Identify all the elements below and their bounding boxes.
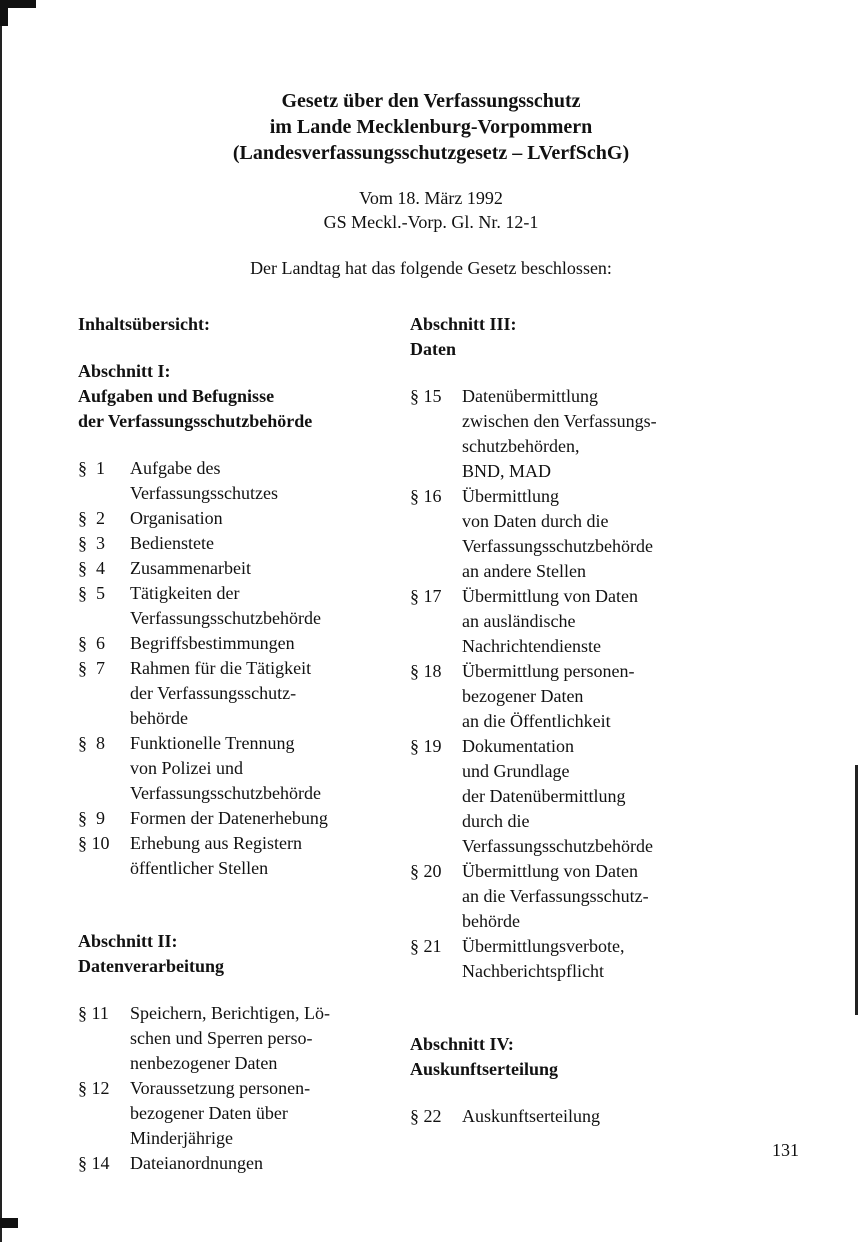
toc-entry <box>410 659 710 734</box>
toc-entry <box>410 1104 710 1129</box>
section-heading <box>78 359 390 434</box>
toc-entry-list <box>78 1001 390 1176</box>
scan-mark-bottom <box>0 1218 18 1228</box>
section-number: Abschnitt II: <box>78 931 178 951</box>
toc-entry <box>78 556 390 581</box>
section-title: Datenverarbeitung <box>78 956 224 976</box>
paragraph-title: Datenübermittlung zwischen den Verfassungs- schutzbehörden, BND, MAD <box>462 386 657 481</box>
toc-heading: Inhaltsübersicht: <box>78 314 211 334</box>
toc-entry <box>78 731 390 806</box>
paragraph-title: Rahmen für die Tätigkeit der Verfassungsschutz- behörde <box>130 658 312 728</box>
section-number: Abschnitt I: <box>78 361 171 381</box>
toc-entry-list <box>410 384 710 984</box>
scan-corner-mark <box>0 0 36 8</box>
paragraph-number: § 15 <box>410 386 442 406</box>
paragraph-number: § 21 <box>410 936 442 956</box>
toc-entry <box>410 734 710 859</box>
section-title: Aufgaben und Befugnisse <box>78 386 275 406</box>
law-title-line-2: im Lande Mecklenburg-Vorpommern <box>269 116 593 138</box>
paragraph-number: § 16 <box>410 486 442 506</box>
paragraph-number: § 10 <box>78 833 110 853</box>
toc-entry-list <box>410 1104 710 1129</box>
paragraph-number: § 17 <box>410 586 442 606</box>
paragraph-title: Organisation <box>130 508 223 528</box>
section-number: Abschnitt III: <box>410 314 517 334</box>
toc-entry <box>78 531 390 556</box>
toc-entry <box>78 581 390 631</box>
toc-right-column <box>410 312 710 1129</box>
paragraph-title: Übermittlung personen- bezogener Daten an die Öffentlichkeit <box>462 661 635 731</box>
toc-entry <box>78 1076 390 1151</box>
law-date: Vom 18. März 1992 <box>359 188 503 208</box>
toc-entry <box>410 584 710 659</box>
page-number: 131 <box>772 1140 799 1160</box>
paragraph-title: Formen der Datenerhebung <box>130 808 328 828</box>
paragraph-number: § 4 <box>78 558 105 578</box>
paragraph-title: Auskunftserteilung <box>462 1106 600 1126</box>
paragraph-title: Dateianordnungen <box>130 1153 263 1173</box>
paragraph-number: § 9 <box>78 808 105 828</box>
toc-entry <box>78 831 390 881</box>
section-title: Daten <box>410 339 456 359</box>
paragraph-title: Begriffsbestimmungen <box>130 633 295 653</box>
toc-entry <box>78 456 390 506</box>
law-title-line-1: Gesetz über den Verfassungsschutz <box>281 90 581 112</box>
toc-entry <box>410 384 710 484</box>
paragraph-number: § 11 <box>78 1003 109 1023</box>
section-title-cont: der Verfassungsschutzbehörde <box>78 411 313 431</box>
paragraph-title: Übermittlung von Daten an ausländische Nachrichtendienste <box>462 586 638 656</box>
paragraph-number: § 12 <box>78 1078 110 1098</box>
paragraph-number: § 19 <box>410 736 442 756</box>
section-3 <box>410 312 710 984</box>
paragraph-title: Tätigkeiten der Verfassungsschutzbehörde <box>130 583 321 628</box>
toc-entry <box>78 1001 390 1076</box>
paragraph-title: Funktionelle Trennung von Polizei und Verfassungsschutzbehörde <box>130 733 321 803</box>
paragraph-title: Übermittlungsverbote, Nachberichtspflicht <box>462 936 625 981</box>
paragraph-number: § 5 <box>78 583 105 603</box>
law-title-line-3: (Landesverfassungsschutzgesetz – LVerfSchG) <box>232 142 630 164</box>
paragraph-number: § 14 <box>78 1153 110 1173</box>
paragraph-number: § 18 <box>410 661 442 681</box>
toc-entry <box>410 484 710 584</box>
section-4 <box>410 1032 710 1129</box>
section-heading <box>78 929 390 979</box>
paragraph-title: Zusammenarbeit <box>130 558 251 578</box>
paragraph-title: Speichern, Berichtigen, Lö- schen und Sperren perso- nenbezogener Daten <box>130 1003 330 1073</box>
section-2 <box>78 929 390 1176</box>
paragraph-number: § 6 <box>78 633 105 653</box>
law-meta <box>0 186 862 234</box>
paragraph-title: Voraussetzung personen- bezogener Daten über Minderjährige <box>130 1078 311 1148</box>
paragraph-number: § 1 <box>78 458 105 478</box>
toc-entry <box>78 656 390 731</box>
section-heading <box>410 312 710 362</box>
law-reference: GS Meckl.-Vorp. Gl. Nr. 12-1 <box>323 212 539 232</box>
toc-entry <box>78 806 390 831</box>
paragraph-title: Bedienstete <box>130 533 214 553</box>
paragraph-title: Übermittlung von Daten an die Verfassungsschutz- behörde <box>462 861 649 931</box>
scan-corner-mark-tail <box>0 8 8 26</box>
paragraph-title: Dokumentation und Grundlage der Datenübermittlung durch die Verfassungsschutzbehörde <box>462 736 653 856</box>
enactment-sentence: Der Landtag hat das folgende Gesetz beschlossen: <box>250 258 612 278</box>
paragraph-title: Aufgabe des Verfassungsschutzes <box>130 458 278 503</box>
paragraph-number: § 3 <box>78 533 105 553</box>
paragraph-number: § 22 <box>410 1106 442 1126</box>
toc-entry <box>78 631 390 656</box>
toc-entry <box>78 506 390 531</box>
paragraph-number: § 7 <box>78 658 105 678</box>
paragraph-title: Erhebung aus Registern öffentlicher Stellen <box>130 833 302 878</box>
paragraph-number: § 8 <box>78 733 105 753</box>
toc-entry <box>78 1151 390 1176</box>
toc-entry <box>410 934 710 984</box>
section-number: Abschnitt IV: <box>410 1034 514 1054</box>
paragraph-number: § 20 <box>410 861 442 881</box>
section-title: Auskunftserteilung <box>410 1059 559 1079</box>
paragraph-number: § 2 <box>78 508 105 528</box>
toc-entry-list <box>78 456 390 881</box>
section-1 <box>78 359 390 881</box>
toc-left-column <box>78 312 390 1176</box>
document-header <box>0 88 862 280</box>
scan-edge-right <box>855 765 858 1015</box>
paragraph-title: Übermittlung von Daten durch die Verfassungsschutzbehörde an andere Stellen <box>462 486 653 581</box>
toc-entry <box>410 859 710 934</box>
section-heading <box>410 1032 710 1082</box>
